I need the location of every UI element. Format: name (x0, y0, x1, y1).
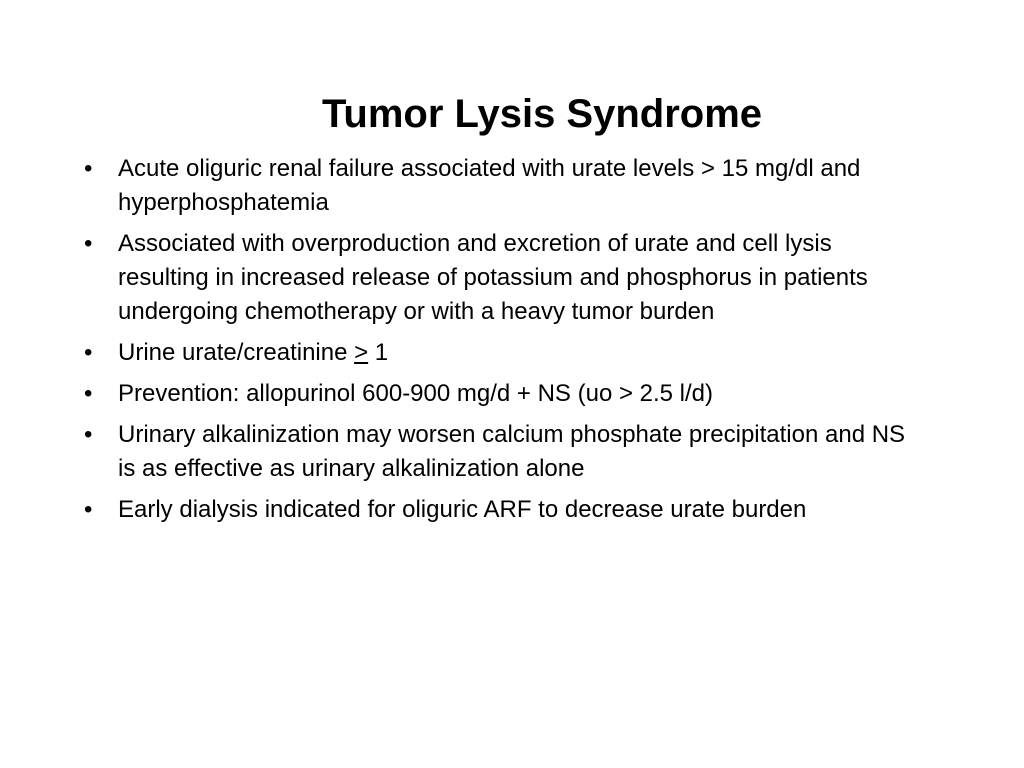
bullet-text: Early dialysis indicated for oliguric ARF to decrease urate burden (118, 496, 807, 523)
bullet-item (78, 336, 918, 370)
bullet-item (78, 377, 918, 411)
bullet-text (118, 336, 918, 370)
bullet-text: Urinary alkalinization may worsen calcium phosphate precipitation and NS is as effective as urinary alkalinization alone (118, 421, 906, 482)
bullet-marker: • (84, 155, 93, 182)
bullet-text: Acute oliguric renal failure associated with urate levels > 15 mg/dl and hyperphosphatemia (118, 155, 861, 216)
greater-equal-symbol: > (354, 339, 369, 366)
bullet-text: Associated with overproduction and excretion of urate and cell lysis resulting in increased release of potassium and phosphorus in patients undergoing chemotherapy or with a heavy tumor burden (118, 230, 868, 325)
bullet-marker: • (84, 380, 93, 407)
bullet-marker: • (84, 421, 93, 448)
bullet-marker: • (84, 339, 93, 366)
bullet-text-after: 1 (368, 339, 389, 366)
bullet-text-before: Urine urate/creatinine (118, 339, 355, 366)
bullet-item (78, 418, 918, 486)
bullet-item (78, 152, 918, 220)
bullet-item (78, 493, 918, 527)
bullet-item (78, 227, 918, 329)
bullet-list (78, 152, 918, 534)
bullet-marker: • (84, 230, 93, 257)
slide-title: Tumor Lysis Syndrome (321, 92, 763, 136)
bullet-marker: • (84, 496, 93, 523)
bullet-text: Prevention: allopurinol 600-900 mg/d + NS (uo > 2.5 l/d) (118, 380, 714, 407)
